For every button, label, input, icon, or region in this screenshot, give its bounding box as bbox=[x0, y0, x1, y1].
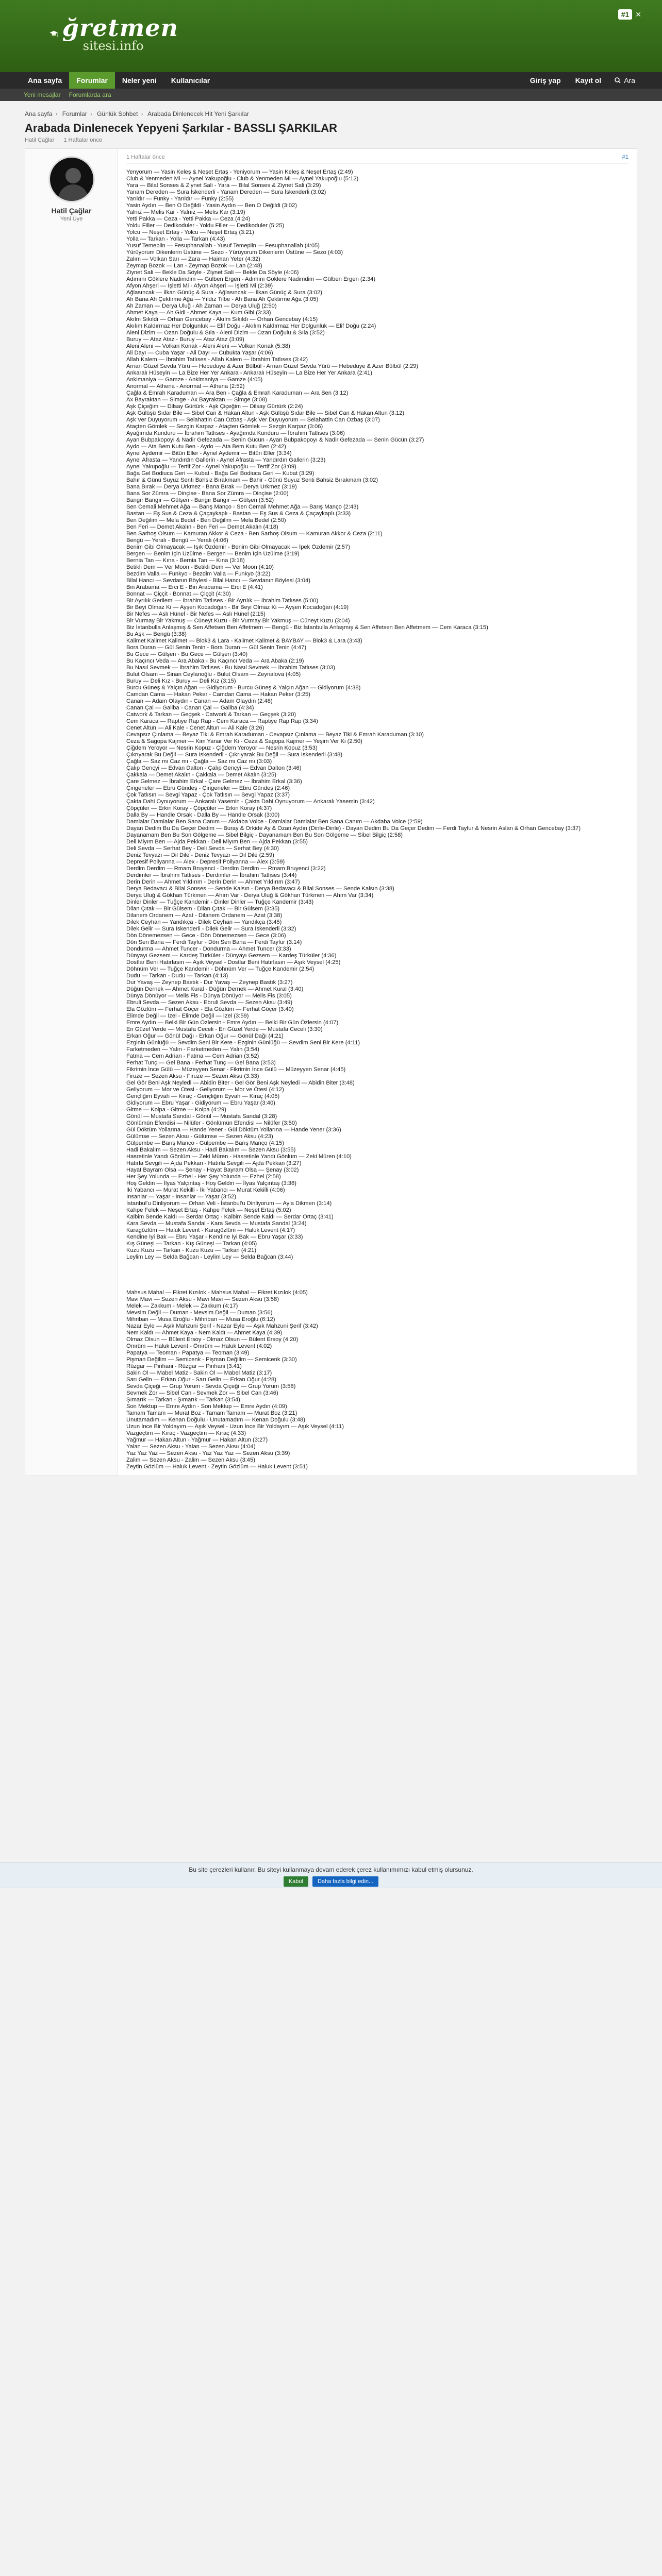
list-item: Dondurma — Ahmet Tuncer - Dondurma — Ahmet Tuncer (3:33) bbox=[126, 946, 291, 952]
list-item: Firuze — Sezen Aksu - Firuze — Sezen Aksu (3:33) bbox=[126, 1073, 259, 1079]
list-item: Bernia Tan — Kına - Bernia Tan — Kına (3:18) bbox=[126, 557, 245, 564]
list-item: Yasin Aydın — Ben O Değildi - Yasin Aydın — Ben O Değildi (3:02) bbox=[126, 202, 297, 209]
list-item: Hasretinle Yandı Gönlüm — Zeki Müren - Hasretinle Yandı Gönlüm — Zeki Müren (4:10) bbox=[126, 1154, 352, 1160]
list-item: Derya Uluğ & Gökhan Türkmen — Ahım Var - Derya Uluğ & Gökhan Türkmen — Ahım Var (3:34) bbox=[126, 892, 374, 899]
list-item: Dalla By — Handle Orsak - Dalla By — Handle Orsak (3:00) bbox=[126, 812, 280, 818]
list-item: Kış Güneşi — Tarkan - Kış Güneşi — Tarkan (4:05) bbox=[126, 1241, 257, 1247]
list-item: Yanam Dereden — Sura İskenderli - Yanam Dereden — Sura İskenderli (3:02) bbox=[126, 189, 326, 195]
nav-forums[interactable]: Forumlar bbox=[69, 72, 115, 89]
list-item: Sakin Ol — Mabel Matiz - Sakin Ol — Mabel Matiz (3:17) bbox=[126, 1370, 272, 1376]
list-item: Karagözlüm — Haluk Levent - Karagözlüm — Haluk Levent (4:17) bbox=[126, 1227, 295, 1233]
main-nav bbox=[0, 72, 662, 89]
list-item: Benim Gibi Olmayacak — Işık Özdemir - Benim Gibi Olmayacak — İpek Özdemir (2:57) bbox=[126, 544, 350, 550]
list-item: Hoş Geldin — İlyas Yalçıntaş - Hoş Geldin — İlyas Yalçıntaş (3:36) bbox=[126, 1180, 296, 1187]
list-item: Bengü — Yeralı - Bengü — Yeralı (4:06) bbox=[126, 537, 228, 544]
post-date: 1 Haftalar önce bbox=[126, 154, 165, 160]
list-item: Dön Sen Bana — Ferdi Tayfur - Dön Sen Bana — Ferdi Tayfur (3:14) bbox=[126, 939, 302, 945]
list-item: Yalnız — Melis Kar - Yalnız — Melis Kar (3:19) bbox=[126, 209, 245, 215]
list-item: Dudu — Tarkan - Dudu — Tarkan (4:13) bbox=[126, 973, 228, 979]
list-item: Dilek Gelir — Sura İskenderli - Dilek Gelir — Sura İskenderli (3:32) bbox=[126, 926, 296, 932]
graduation-cap-icon bbox=[49, 18, 58, 50]
thread-author[interactable]: Hatil Çağlar bbox=[25, 137, 55, 143]
list-item: Ela Gözlüm — Ferhat Göçer - Ela Gözlüm — Ferhat Göçer (3:40) bbox=[126, 1006, 294, 1012]
list-item: Melek — Zakkum - Melek — Zakkum (4:17) bbox=[126, 1303, 238, 1309]
list-item: Aynel Afrasta — Yandırdın Gallerin - Aynel Afrasta — Yandırdın Gallerin (3:23) bbox=[126, 457, 326, 463]
list-item: Bu Nasıl Sevmek — İbrahim Tatlıses - Bu Nasıl Sevmek — İbrahim Tatlıses (3:03) bbox=[126, 665, 335, 671]
register-button[interactable]: Kayıt ol bbox=[575, 76, 602, 84]
list-item: Yolcu — Neşet Ertaş - Yolcu — Neşet Ertaş (3:21) bbox=[126, 229, 254, 235]
list-item: Buruy — Deli Kız - Buruy — Deli Kız (3:15) bbox=[126, 678, 236, 684]
logo-subtitle: sitesi.info bbox=[82, 39, 144, 53]
header-badges bbox=[618, 9, 641, 20]
list-item: Bir Nefes — Aslı Hünel - Bir Nefes — Aslı Hünel (2:15) bbox=[126, 611, 266, 617]
list-item: Yara — Bilal Sonses & Ziynet Sali - Yara — Bilal Sonses & Ziynet Sali (3:29) bbox=[126, 182, 321, 189]
list-item: Çalıp Gençyi — Edvan Dalton - Çalıp Gençyi — Edvan Dalton (3:46) bbox=[126, 765, 302, 771]
list-item: Kuzu Kuzu — Tarkan - Kuzu Kuzu — Tarkan (4:21) bbox=[126, 1247, 257, 1253]
list-item: Bezdim Valla — Funkyo - Bezdim Valla — Funkyo (3:22) bbox=[126, 571, 271, 577]
list-item: Gül Döktüm Yollarına — Hande Yener - Gül Döktüm Yollarına — Hande Yener (3:36) bbox=[126, 1127, 341, 1133]
list-item: Aleni Dizim — Özan Doğulu & Sıla - Aleni Dizim — Özan Doğulu & Sıla (3:52) bbox=[126, 330, 325, 336]
list-item: Ben Sarhoş Olsum — Kamuran Akkor & Ceza - Ben Sarhoş Olsum — Kamuran Akkor & Ceza (2:11) bbox=[126, 531, 383, 537]
list-item: Camdan Cama — Hakan Peker - Camdan Cama — Hakan Peker (3:25) bbox=[126, 691, 310, 698]
list-item: Cem Karaca — Raptiye Rap Rap - Cem Karaca — Raptiye Rap Rap (3:34) bbox=[126, 718, 318, 724]
list-item: Aşk Gülüşü Sıdar Bile — Sibel Can & Hakan Altun - Aşk Gülüşü Sıdar Bile — Sibel Can & Hakan Altun (3:12) bbox=[126, 410, 405, 416]
list-item: Aynel Aydemir — Bitün Eller - Aynel Aydemir — Bitün Eller (3:34) bbox=[126, 450, 292, 456]
list-item: Dayan Dedim Bu Da Geçer Dedim — Buray & Orkide Ay & Ozan Aydın (Dinle-Dinle) - Dayan Dedim Bu Da Geçer Dedim — Ferdi Tayfur & Nesrin Aslan & Orhan Gencebay (3:37) bbox=[126, 825, 581, 832]
list-item: Ataçten Gömlek — Sezgin Karpaz - Ataçten Gömlek — Sezgin Karpaz (3:06) bbox=[126, 423, 323, 430]
list-item: Kalbim Sende Kaldı — Serdar Ortaç - Kalbim Sende Kaldı — Serdar Ortaç (3:41) bbox=[126, 1214, 334, 1220]
list-item: Bir Vurmay Bir Yakmuş — Cüneyt Kuzu - Bir Vurmay Bir Yakmuş — Cüneyt Kuzu (3:04) bbox=[126, 618, 350, 624]
list-item: Aşk Çiçeğim — Dilsay Gürtürk - Aşk Çiçeğim — Dilsay Gürtürk (2:24) bbox=[126, 403, 303, 410]
list-item: Zeymap Bozok — Lan - Zeymap Bozok — Lan (2:48) bbox=[126, 263, 262, 269]
list-item: Deli Miyım Ben — Ajda Pekkan - Deli Miyım Ben — Ajda Pekkan (3:55) bbox=[126, 839, 308, 845]
badge-number: #1 bbox=[618, 9, 633, 20]
list-item: Çakkala — Demet Akalın - Çakkala — Demet Akalın (3:25) bbox=[126, 772, 276, 778]
list-item: Sen Cemali Mehmet Ağa — Barış Manço - Sen Cemali Mehmet Ağa — Barış Manço (2:43) bbox=[126, 504, 359, 510]
list-item: Geliyorum — Mor ve Ötesi - Geliyorum — Mor ve Ötesi (4:12) bbox=[126, 1087, 284, 1093]
nav-whats-new[interactable]: Neler yeni bbox=[122, 76, 157, 84]
list-item: Nazar Eyle — Aşık Mahzuni Şerif - Nazar Eyle — Aşık Mahzuni Şerif (3:42) bbox=[126, 1323, 318, 1329]
list-item: Sevmek Zor — Sibel Can - Sevmek Zor — Sibel Can (3:46) bbox=[126, 1390, 278, 1396]
list-item: Leylim Ley — Selda Bağcan - Leylim Ley — Selda Bağcan (3:44) bbox=[126, 1254, 293, 1260]
list-item: Cenet Altun — Ali Kale - Cenet Altun — Ali Kale (3:26) bbox=[126, 725, 264, 731]
list-item: Çağla & Emrah Karaduman — Ara Ben - Çağla & Emrah Karaduman — Ara Ben (3:12) bbox=[126, 390, 349, 396]
breadcrumb: Ana sayfa › Forumlar › Günlük Sohbet › Arabada Dinlenecek Hit Yeni Şarkılar bbox=[25, 110, 249, 117]
list-item: Buruy — Ataz Ataz - Buruy — Ataz Ataz (3:09) bbox=[126, 336, 244, 343]
post bbox=[25, 148, 637, 1476]
list-item: Mevsim Değil — Duman - Mevsim Değil — Duman (3:56) bbox=[126, 1310, 273, 1316]
list-item: Sarı Gelin — Erkan Oğur - Sarı Gelin — Erkan Oğur (4:28) bbox=[126, 1377, 276, 1383]
list-item: Bin Arabama — Erci E - Bin Arabama — Erci E (4:41) bbox=[126, 584, 263, 590]
list-item: Derin Derin — Ahmet Yıldırım - Derin Derin — Ahmet Yıldırım (3:47) bbox=[126, 879, 300, 885]
user-title: Yeni Üye bbox=[60, 216, 83, 222]
list-item: Uzun İnce Bir Yoldayım — Aşık Veysel - Uzun İnce Bir Yoldayım — Aşık Veysel (4:11) bbox=[126, 1423, 344, 1430]
list-item: Derdim Derdim — Rmam Bruyenci - Derdim Derdim — Rmam Bruyenci (3:22) bbox=[126, 866, 326, 872]
cookie-consent-bar bbox=[0, 1862, 662, 1888]
list-item: Bu Gece — Gülşen - Bu Gece — Gülşen (3:40) bbox=[126, 651, 248, 657]
list-item: Bağa Gel Bodiuca Geri — Kubat - Bağa Gel Bodiuca Geri — Kubat (3:29) bbox=[126, 470, 315, 477]
list-item: Ziynet Sali — Bekle Da Söyle - Ziynet Sali — Bekle Da Söyle (4:06) bbox=[126, 269, 299, 276]
list-item: Yolla — Tarkan - Yolla — Tarkan (4:43) bbox=[126, 236, 225, 242]
post-header bbox=[126, 154, 628, 164]
list-item: Gülpembe — Barış Manço - Gülpembe — Barış Manço (4:15) bbox=[126, 1140, 284, 1146]
list-item: Fatma — Cem Adrian - Fatma — Cem Adrian (3:52) bbox=[126, 1053, 259, 1059]
list-item: Gitme — Kolpa - Gitme — Kolpa (4:29) bbox=[126, 1107, 226, 1113]
list-item: Ankaralı Hüseyin — La Bize Her Yer Ankara - Ankaralı Hüseyin — La Bize Her Yer Ankara (2:41) bbox=[126, 370, 372, 376]
list-item: Bir Ayrılık Gerilemi — İbrahim Tatlıses - Bir Ayrılık — İbrahim Tatlıses (5:00) bbox=[126, 598, 319, 604]
list-item: Dayanamam Ben Bu Son Gölgeme — Sibel Bilgiç - Dayanamam Ben Bu Son Gölgeme — Sibel Bilgiç (2:58) bbox=[126, 832, 403, 838]
list-item: Unutamadım — Kenan Doğulu - Unutamadım — Kenan Doğulu (3:48) bbox=[126, 1417, 305, 1423]
list-item: Pişman Değilim — Semicenk - Pişman Değilim — Semicenk (3:30) bbox=[126, 1357, 297, 1363]
breadcrumb-item[interactable]: Forumlar bbox=[62, 110, 87, 117]
breadcrumb-item[interactable]: Ana sayfa bbox=[25, 110, 53, 117]
list-item: Yaz Yaz Yaz — Sezen Aksu - Yaz Yaz Yaz — Sezen Aksu (3:39) bbox=[126, 1450, 290, 1456]
new-posts-link[interactable]: Yeni mesajlar bbox=[24, 91, 61, 98]
list-item: Dön Dönemezsen — Gece - Dön Dönemezsen — Gece (3:06) bbox=[126, 933, 286, 939]
list-item: Cevapsız Çınlama — Beyaz Tiki & Emrah Karaduman - Cevapsız Çınlama — Beyaz Tiki & Emrah Karaduman (3:10) bbox=[126, 732, 424, 738]
list-item: Mihriban — Musa Eroğlu - Mihriban — Musa Eroğlu (6:12) bbox=[126, 1316, 275, 1323]
thread-date: 1 Haftalar önce bbox=[63, 137, 103, 143]
list-item: Afyon Ahşeri — İşletti Mi - Afyon Ahşeri — İşletti Mi (2:39) bbox=[126, 283, 273, 289]
list-item: Ağlasıncak — İlkan Günüç & Sura - Ağlasıncak — İlkan Günüç & Sura (3:02) bbox=[126, 290, 322, 296]
list-item: Ömrüm — Haluk Levent - Ömrüm — Haluk Levent (4:02) bbox=[126, 1343, 272, 1349]
list-item: Dilanem Ordanem — Azat - Dilanem Ordanem — Azat (3:38) bbox=[126, 912, 283, 919]
list-item: Kahpe Felek — Neşet Ertaş - Kahpe Felek — Neşet Ertaş (5:02) bbox=[126, 1207, 291, 1213]
nav-members[interactable]: Kullanıcılar bbox=[171, 76, 210, 84]
breadcrumb-item[interactable]: Günlük Sohbet bbox=[97, 110, 138, 117]
page-title: Arabada Dinlenecek Yepyeni Şarkılar - BASSLI ŞARKILAR bbox=[25, 122, 338, 134]
list-item: Ah Zaman — Derya Uluğ - Ah Zaman — Derya Uluğ (2:50) bbox=[126, 303, 277, 309]
list-item: Çağla — Saz mı Caz mı - Çağla — Saz mı Caz mı (3:03) bbox=[126, 758, 272, 765]
list-item: Çok Tatlısın — Sevgi Yapaz - Çok Tatlısın — Sevgi Yapaz (3:37) bbox=[126, 792, 290, 798]
list-item: Zeytin Gözlüm — Haluk Levent - Zeytin Gözlüm — Haluk Levent (3:51) bbox=[126, 1464, 308, 1470]
list-item: Bu Kaçıncı Veda — Ara Abaka - Bu Kaçıncı Veda — Ara Abaka (2:19) bbox=[126, 658, 304, 664]
list-item: Bastan — Eş Sus & Ceza & Çaçaykaplı - Bastan — Eş Sus & Ceza & Çaçaykaplı (3:33) bbox=[126, 511, 351, 517]
list-item: Gönlümün Efendisi — Nilüfer - Gönlümün Efendisi — Nilüfer (3:50) bbox=[126, 1120, 297, 1126]
list-item: Bana Sor Zümra — Dinçise - Bana Sor Zümra — Dinçise (2:00) bbox=[126, 490, 289, 497]
list-item: Yoldu Filler — Dedikoduler - Yoldu Filler — Dedikoduler (5:25) bbox=[126, 223, 285, 229]
list-item: Bora Duran — Gül Senin Tenin - Bora Duran — Gül Senin Tenin (4:47) bbox=[126, 645, 307, 651]
list-item: Son Mektup — Emre Aydın - Son Mektup — Emre Aydın (4:09) bbox=[126, 1403, 287, 1410]
post-permalink[interactable]: #1 bbox=[622, 154, 628, 160]
list-item: Club & Yenmeden Mi — Aynel Yakupoğlu - Club & Yenmeden Mi — Aynel Yakupoğlu (5:12) bbox=[126, 176, 359, 182]
list-item: Ferhat Tunç — Gel Bana - Ferhat Tunç — Gel Bana (3:53) bbox=[126, 1060, 276, 1066]
list-item: Canan — Adam Olaydın - Canan — Adam Olaydın (2:48) bbox=[126, 698, 273, 704]
list-item: Emre Aydın — Belki Bir Gün Özlersin - Emre Aydın — Belki Bir Gün Özlersin (4:07) bbox=[126, 1020, 339, 1026]
list-item: Çare Gelmez — İbrahim Erkal - Çare Gelmez — İbrahim Erkal (3:36) bbox=[126, 778, 302, 785]
list-item: Ceza & Sagopa Kajmer — Kim Yanar Ver Ki - Ceza & Sagopa Kajmer — Yeşim Ver Ki (2:50) bbox=[126, 738, 362, 744]
list-item: Gidiyorum — Ebru Yaşar - Gidiyorum — Ebru Yaşar (3:40) bbox=[126, 1100, 275, 1106]
list-item: Ali Dayı — Cuba Yaşar - Ali Dayı — Cubukta Yaşar (4:06) bbox=[126, 350, 273, 356]
list-item: Deniz Tevyazı — Dil Dile - Deniz Tevyazı — Dil Dile (2:59) bbox=[126, 852, 274, 858]
list-item: Ben Değilim — Mela Bedel - Ben Değilim — Mela Bedel (2:50) bbox=[126, 517, 286, 523]
list-item: Yusuf Temeplin — Fesuphanallah - Yusuf Temeplin — Fesuphanallah (4:05) bbox=[126, 243, 320, 249]
list-item: Tamam Tamam — Murat Boz - Tamam Tamam — Murat Boz (3:21) bbox=[126, 1410, 297, 1416]
list-item: Yürüyorum Dikenlerin Üstüne — Sezo - Yürüyorum Dikenlerin Üstüne — Sezo (4:03) bbox=[126, 249, 343, 256]
list-item: Bonnat — Çiççit - Bonnat — Çiççit (4:30) bbox=[126, 591, 231, 597]
list-item: Bangır Bangır — Gülşen - Bangır Bangır — Gülşen (3:52) bbox=[126, 497, 274, 503]
list-item: Bir Beyi Olmaz Ki — Ayşen Kocadoğan - Bir Beyi Olmaz Ki — Ayşen Kocadoğan (4:19) bbox=[126, 604, 349, 611]
list-item: Şımarık — Tarkan - Şımarık — Tarkan (3:54) bbox=[126, 1397, 240, 1403]
song-list-continued bbox=[126, 1290, 628, 1470]
list-item: Kalimet Kalimet Kalimet — Blok3 & Lara - Kalimet Kalimet & BAYBAY — Blok3 & Lara (3:43) bbox=[126, 638, 362, 644]
list-item: Hatırla Sevgili — Ajda Pekkan - Hatırla Sevgili — Ajda Pekkan (3:27) bbox=[126, 1160, 302, 1166]
list-item: Hayat Bayram Olsa — Şenay - Hayat Bayram Olsa — Şenay (3:02) bbox=[126, 1167, 299, 1173]
list-item: Bulut Olsam — Sinan Ceylanoğlu - Bulut Olsam — Zeynalova (4:05) bbox=[126, 671, 301, 677]
list-item: Akılım Kaldırmaz Her Dolgunluk — Elif Doğu - Akılım Kaldırmaz Her Dolgunluk — Elif Doğu (2:24) bbox=[126, 323, 376, 329]
site-header bbox=[0, 0, 662, 72]
post-body bbox=[118, 149, 637, 1476]
list-item: Sevda Çiçeği — Grup Yorum - Sevda Çiçeği — Grup Yorum (3:58) bbox=[126, 1383, 296, 1389]
list-item: Bergen — Benim İçin Üzülme - Bergen — Benim İçin Üzülme (3:19) bbox=[126, 551, 300, 557]
list-item: Anormal — Athena - Anormal — Athena (2:52) bbox=[126, 383, 245, 389]
list-item: Erkan Oğur — Gönül Dağı - Erkan Oğur — Gönül Dağı (4:21) bbox=[126, 1033, 284, 1039]
list-item: Çingeneler — Ebru Gündeş - Çingeneler — Ebru Gündeş (2:46) bbox=[126, 785, 290, 791]
list-item: Rüzgar — Pinhani - Rüzgar — Pinhani (3:41) bbox=[126, 1363, 242, 1369]
list-item: İki Yabancı — Murat Kekilli - İki Yabancı — Murat Kekilli (4:06) bbox=[126, 1187, 285, 1193]
list-item: Her Şey Yolunda — Ezhel - Her Şey Yolunda — Ezhel (2:58) bbox=[126, 1174, 281, 1180]
list-item: Dur Yavaş — Zeynep Bastık - Dur Yavaş — Zeynep Bastık (3:27) bbox=[126, 979, 293, 986]
accept-cookies-button[interactable]: Kabul bbox=[284, 1876, 308, 1887]
list-item: Adımını Göklere Nadimdim — Gülben Ergen - Adımını Göklere Nadimdim — Gülben Ergen (2:34) bbox=[126, 276, 376, 282]
list-item: Mavi Mavi — Sezen Aksu - Mavi Mavi — Sezen Aksu (3:58) bbox=[126, 1296, 279, 1302]
list-item: Derdimler — İbrahim Tatlıses - Derdimler — İbrahim Tatlıses (3:44) bbox=[126, 872, 297, 878]
search-forums-link[interactable]: Forumlarda ara bbox=[69, 91, 111, 98]
list-item: Ankimaniya — Gamze - Ankimaniya — Gamze (4:05) bbox=[126, 377, 263, 383]
list-item: Kara Sevda — Mustafa Sandal - Kara Sevda — Mustafa Sandal (3:24) bbox=[126, 1221, 307, 1227]
list-item: İnsanlar — Yaşar - İnsanlar — Yaşar (3:52) bbox=[126, 1194, 237, 1200]
list-item: En Güzel Yerde — Mustafa Ceceli - En Güzel Yerde — Mustafa Ceceli (3:30) bbox=[126, 1026, 323, 1032]
list-item: Catwork & Tarkan — Geçşek - Catwork & Tarkan — Geçşek (3:20) bbox=[126, 711, 296, 718]
list-item: Bahır & Günü Suyuz Senti Bahsiz Bırakmam — Bahir - Günü Suyuz Senti Bahsiz Bırakmam (3:02) bbox=[126, 477, 378, 483]
list-item: Ax Bayraktan — Simge - Ax Bayraktan — Simge (3:08) bbox=[126, 397, 267, 403]
list-item: Dilan Çıtak — Bir Gülsem - Dilan Çıtak — Bir Gülsem (3:35) bbox=[126, 906, 280, 912]
list-item: Zalim — Sezen Aksu - Zalim — Sezen Aksu (3:45) bbox=[126, 1457, 255, 1463]
list-item: Ayan Bubpakopoyı & Nadir Gefezada — Senin Gücün - Ayan Bubpakopoyı & Nadir Gefezada — Senin Gücün (3:27) bbox=[126, 437, 424, 443]
list-item: Yenyorum — Yasin Keleş & Neşet Ertaş - Yeniyorum — Yasin Keleş & Neşet Ertaş (2:49) bbox=[126, 169, 353, 175]
site-logo[interactable] bbox=[49, 3, 178, 65]
list-item: Nem Kaldı — Ahmet Kaya - Nem Kaldı — Ahmet Kaya (4:39) bbox=[126, 1330, 283, 1336]
list-item: Burcu Güneş & Yalçın Ağan — Gidiyorum - Burcu Güneş & Yalçın Ağan — Gidiyorum (4:38) bbox=[126, 685, 361, 691]
list-item: Ahmet Kaya — Ah Gidi - Ahmet Kaya — Kum Gibi (3:33) bbox=[126, 310, 271, 316]
cookie-consent-text: Bu site çerezleri kullanır. Bu siteyi kullanmaya devam ederek çerez kullanımımızı kabul etmiş olursunuz. bbox=[189, 1866, 473, 1873]
song-list bbox=[126, 169, 628, 1261]
list-item: Hadi Bakalım — Sezen Aksu - Hadi Bakalım — Sezen Aksu (3:55) bbox=[126, 1147, 296, 1153]
list-item: Çıkrıyarak Bu Değil — Sura İskenderli - Çıkrıyarak Bu Değil — Sura İskenderli (3:48) bbox=[126, 752, 343, 758]
list-item: Dilek Ceyhan — Yandıkça - Dilek Ceyhan — Yandıkça (3:45) bbox=[126, 919, 282, 925]
avatar[interactable] bbox=[48, 156, 95, 202]
thread-meta bbox=[25, 137, 637, 143]
list-item: Mahsus Mahal — Fikret Kızılok - Mahsus Mahal — Fikret Kızılok (4:05) bbox=[126, 1290, 308, 1296]
list-item: Dostlar Beni Hatırlasın — Aşık Veysel - Dostlar Beni Hatırlasın — Aşık Veysel (4:25) bbox=[126, 959, 341, 965]
list-item: Olmaz Olsun — Bülent Ersoy - Olmaz Olsun — Bülent Ersoy (4:20) bbox=[126, 1336, 299, 1343]
list-item: Kendine İyi Bak — Ebru Yaşar - Kendine İyi Bak — Ebru Yaşar (3:33) bbox=[126, 1234, 303, 1240]
list-item: Döhnüm Ver — Tuğçe Kandemir - Döhnüm Ver — Tuğçe Kandemir (2:54) bbox=[126, 966, 315, 972]
list-item: İstanbul'u Dinliyorum — Orhan Veli - İstanbul'u Dinliyorum — Ayla Dikmen (3:14) bbox=[126, 1200, 332, 1207]
list-item: Farketmeden — Yalın - Farketmeden — Yalın (3:54) bbox=[126, 1046, 259, 1053]
list-item: Aynel Yakupoğlu — Tertif Zor - Aynel Yakupoğlu — Tertif Zor (3:09) bbox=[126, 464, 296, 470]
list-item: Bu Aşk — Bengü (3:38) bbox=[126, 631, 187, 637]
list-item: Ben Feri — Demet Akalın - Ben Feri — Demet Akalın (4:18) bbox=[126, 524, 278, 530]
list-item: Yalan — Sezen Aksu - Yalan — Sezen Aksu (4:04) bbox=[126, 1444, 256, 1450]
list-item: Dünyayı Gezsem — Kardeş Türküler - Dünyayı Gezsem — Kardeş Türküler (4:36) bbox=[126, 953, 337, 959]
list-item: Aydo — Ata Bem Kutu Ben - Aydo — Ata Bem Kutu Ben (2:42) bbox=[126, 444, 286, 450]
post-user-panel bbox=[25, 149, 118, 1476]
search-icon bbox=[615, 77, 621, 83]
list-item: Derya Bedavacı & Bilal Sonses — Sende Kalsın - Derya Bedavacı & Bilal Sonses — Sende Kalsın (3:38) bbox=[126, 886, 394, 892]
list-item: Depresif Pollyanna — Alex - Depresif Pollyanna — Alex (3:59) bbox=[126, 859, 285, 865]
search-button[interactable] bbox=[608, 76, 641, 84]
list-item: Çiğdem Yeroyor — Nesrin Kopuz - Çiğdem Yeroyor — Nesrin Kopuz (3:53) bbox=[126, 745, 318, 751]
list-item: Ayağımda Kunduru — İbrahim Tatlıses - Ayağımda Kunduru — İbrahim Tatlıses (3:06) bbox=[126, 430, 345, 436]
list-item: Betikli Dem — Ver Moon - Betikli Dem — Ver Moon (4:10) bbox=[126, 564, 274, 570]
list-item: Ebruli Sevda — Sezen Aksu - Ebruli Sevda — Sezen Aksu (3:49) bbox=[126, 999, 293, 1006]
list-item: Arnan Güzel Sevda Yürü — Hebeduye & Azer Bülbül - Arnan Güzel Sevda Yürü — Hebeduye & Azer Bülbül (2:29) bbox=[126, 363, 419, 369]
list-item: Dünya Dönüyor — Melis Fis - Dünya Dönüyor — Melis Fis (3:05) bbox=[126, 993, 292, 999]
login-button[interactable]: Giriş yap bbox=[529, 76, 561, 84]
list-item: Yarıldır — Funky - Yarıldır — Funky (2:55) bbox=[126, 196, 234, 202]
list-item: Gençliğim Eyvah — Kıraç - Gençliğim Eyvah — Kıraç (4:05) bbox=[126, 1093, 280, 1099]
list-item: Yağmur — Hakan Altun - Yağmur — Hakan Altun (3:27) bbox=[126, 1437, 268, 1443]
list-item: Aleni Aleni — Volkan Konak - Aleni Aleni — Volkan Konak (5:38) bbox=[126, 343, 290, 349]
sub-nav bbox=[0, 89, 662, 101]
list-item: Damlalar Damlalar Ben Sana Canım — Akdaba Volce - Damlalar Damlalar Ben Sana Canım — Akdaba Volce (2:59) bbox=[126, 819, 423, 825]
list-item: Düğün Dernek — Ahmet Kural - Düğün Dernek — Ahmet Kural (3:40) bbox=[126, 986, 304, 992]
nav-home[interactable]: Ana sayfa bbox=[28, 76, 62, 84]
list-item: Fikrimin İnce Gülü — Müzeyyen Senar - Fikrimin İnce Gülü — Müzeyyen Senar (4:45) bbox=[126, 1066, 346, 1073]
list-item: Bana Bırak — Derya Ürkmez - Bana Bırak — Derya Ürkmez (3:19) bbox=[126, 484, 297, 490]
breadcrumb-item[interactable]: Arabada Dinlenecek Hit Yeni Şarkılar bbox=[147, 110, 249, 117]
list-item: Elimde Değil — İzel - Elimde Değil — İzel (3:59) bbox=[126, 1013, 249, 1019]
list-item: Ezginin Günlüğü — Sevdim Seni Bir Kere - Ezginin Günlüğü — Sevdim Seni Bir Kere (4:11) bbox=[126, 1040, 360, 1046]
list-item: Dinler Dinler — Tuğçe Kandemir - Dinler Dinler — Tuğçe Kandemir (3:43) bbox=[126, 899, 314, 905]
list-item: Çakta Dahi Oynuyorum — Ankaralı Yasemin - Çakta Dahi Oynuyorum — Ankaralı Yasemin (3:42) bbox=[126, 799, 375, 805]
list-item: Akılm Sıkıldı — Orhan Gencebay - Akılm Sıkıldı — Orhan Gencebay (4:15) bbox=[126, 316, 318, 323]
list-item: Biz İstanbulla Anlaşmış & Sen Affetsen Ben Affetmem — Bengü - Biz İstanbulla Anlaşmış & Sen Affetsen Ben Affetmem — Cem Karaca (3:15) bbox=[126, 624, 488, 631]
close-icon[interactable]: ✕ bbox=[635, 10, 641, 19]
list-item: Vazgeçtim — Kıraç - Vazgeçtim — Kıraç (4:33) bbox=[126, 1430, 246, 1436]
logo-title: ğretmen bbox=[62, 14, 178, 42]
list-item: Gönül — Mustafa Sandal - Gönül — Mustafa Sandal (3:28) bbox=[126, 1113, 277, 1120]
main-content bbox=[0, 101, 662, 1476]
list-item: Gel Gör Beni Aşk Neyledi — Abidin Biter - Gel Gör Beni Aşk Neyledi — Abidin Biter (3:48) bbox=[126, 1080, 355, 1086]
list-item: Allah Kalem — İbrahim Tatlıses - Allah Kalem — İbrahim Tatlıses (3:42) bbox=[126, 357, 308, 363]
list-item: Yetti Pakka — Ceza - Yetti Pakka — Ceza (4:24) bbox=[126, 216, 251, 222]
list-item: Aşk Ver Duyuyorum — Selahattin Can Özbaş - Aşk Ver Duyuyorum — Selahattin Can Özbaş (3:07) bbox=[126, 417, 380, 423]
search-label: Ara bbox=[624, 76, 635, 84]
list-item: Papatya — Teoman - Papatya — Teoman (3:49) bbox=[126, 1350, 250, 1356]
list-item: Deli Sevda — Serhat Bey - Deli Sevda — Serhat Bey (4:30) bbox=[126, 845, 279, 852]
list-item: Gülümse — Sezen Aksu - Gülümse — Sezen Aksu (4:23) bbox=[126, 1133, 273, 1140]
list-item: Çöpçüler — Erkin Koray - Çöpçüler — Erkin Koray (4:37) bbox=[126, 805, 272, 811]
list-item: Canan Çal — Gallba - Canan Çal — Gallba (4:34) bbox=[126, 705, 254, 711]
list-item: Bilal Hancı — Sevdanın Böylesi - Bilal Hancı — Sevdanın Böylesi (3:04) bbox=[126, 578, 310, 584]
list-item: Zalım — Volkan Sarı — Zara — Haiman Yeter (4:32) bbox=[126, 256, 260, 262]
username[interactable]: Hatil Çağlar bbox=[51, 207, 92, 215]
learn-more-button[interactable]: Daha fazla bilgi edin... bbox=[312, 1876, 378, 1887]
list-item: Ah Bana Ah Çektirme Ağa — Yıldız Tilbe - Ah Bana Ah Çektirme Ağa (3:05) bbox=[126, 296, 319, 302]
